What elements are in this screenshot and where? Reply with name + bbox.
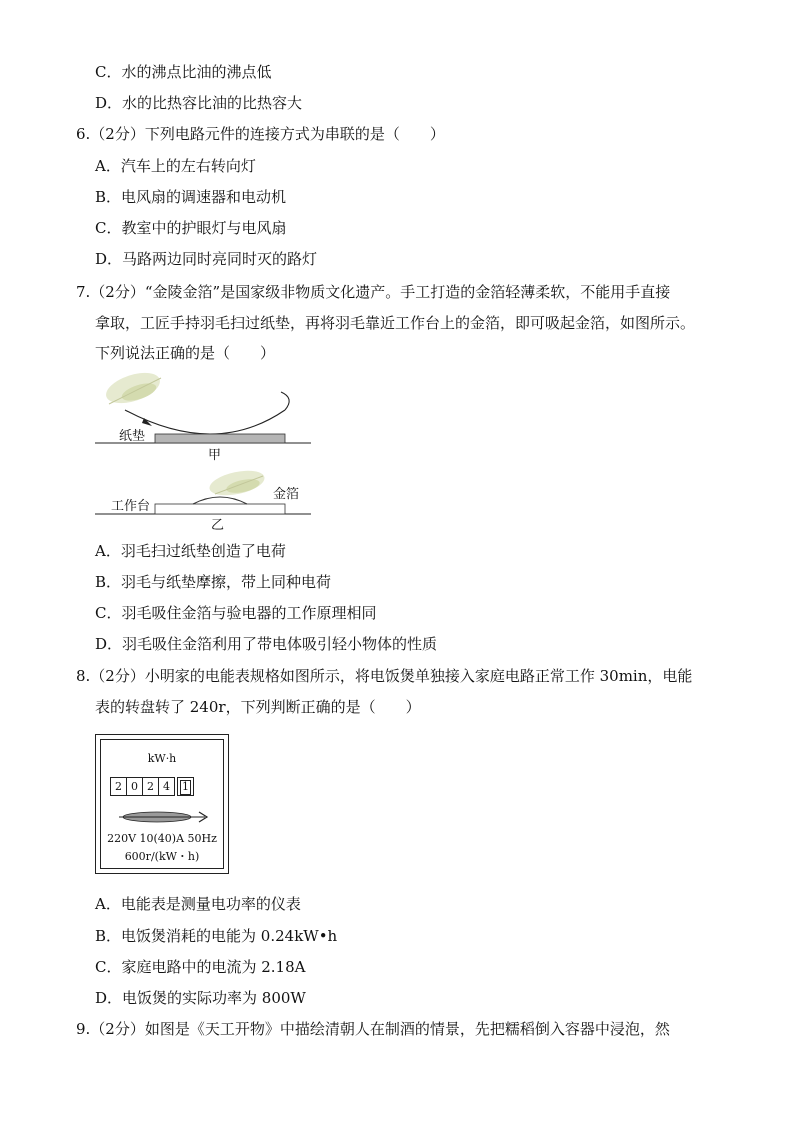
q7-figure — [95, 366, 315, 532]
electricity-meter-figure — [95, 734, 229, 874]
q9-stem-line1: 9.（2分）如图是《天工开物》中描绘清朝人在制酒的情景，先把糯稻倒入容器中浸泡，然 — [76, 1020, 670, 1038]
q5-option-c: C．水的沸点比油的沸点低 — [95, 63, 272, 81]
label-gold-foil: 金箔 — [273, 487, 300, 502]
feather-image-bottom — [207, 466, 266, 499]
q7-option-c: C．羽毛吸住金箔与验电器的工作原理相同 — [95, 604, 377, 622]
q7-stem-line2: 拿取，工匠手持羽毛扫过纸垫，再将羽毛靠近工作台上的金箔，即可吸起金箔，如图所示。 — [95, 314, 696, 332]
q8-stem-line2: 表的转盘转了 240r，下列判断正确的是（ ） — [95, 698, 421, 716]
meter-unit: kW·h — [147, 752, 177, 765]
gold-foil — [193, 497, 247, 504]
q8-option-a: A．电能表是测量电功率的仪表 — [95, 895, 301, 913]
meter-decimal-digit: 1 — [177, 777, 194, 796]
q8-option-b: B．电饭煲消耗的电能为 0.24kW•h — [95, 927, 338, 945]
meter-digit: 0 — [126, 777, 143, 796]
label-jia: 甲 — [208, 448, 222, 463]
meter-counter — [111, 777, 194, 796]
meter-disc-icon — [117, 808, 213, 826]
q7-stem-line1: 7.（2分）“金陵金箔”是国家级非物质文化遗产。手工打造的金箔轻薄柔软，不能用手直接 — [76, 283, 671, 301]
meter-spec-voltage: 220V 10(40)A 50Hz — [107, 832, 217, 845]
q8-option-c: C．家庭电路中的电流为 2.18A — [95, 958, 306, 976]
label-yi: 乙 — [211, 518, 225, 532]
meter-digit: 4 — [158, 777, 175, 796]
label-worktable: 工作台 — [111, 499, 151, 514]
motion-arc — [125, 410, 285, 434]
meter-digit: 2 — [110, 777, 127, 796]
q6-option-b: B．电风扇的调速器和电动机 — [95, 188, 287, 206]
q7-option-b: B．羽毛与纸垫摩擦，带上同种电荷 — [95, 573, 332, 591]
q7-stem-line3: 下列说法正确的是（ ） — [95, 344, 276, 362]
q7-option-d: D．羽毛吸住金箔利用了带电体吸引轻小物体的性质 — [95, 635, 438, 653]
q7-option-a: A．羽毛扫过纸垫创造了电荷 — [95, 542, 286, 560]
feather-image-top — [102, 367, 163, 409]
q8-option-d: D．电饭煲的实际功率为 800W — [95, 989, 306, 1007]
q6-option-d: D．马路两边同时亮同时灭的路灯 — [95, 250, 318, 268]
q6-stem: 6.（2分）下列电路元件的连接方式为串联的是（ ） — [76, 125, 445, 143]
q6-option-a: A．汽车上的左右转向灯 — [95, 157, 256, 175]
worktable — [155, 504, 285, 514]
meter-spec-revolutions: 600r/(kW・h) — [124, 850, 200, 863]
label-paper-pad: 纸垫 — [119, 429, 146, 444]
paper-pad — [155, 434, 285, 443]
q8-stem-line1: 8.（2分）小明家的电能表规格如图所示，将电饭煲单独接入家庭电路正常工作 30min，电能 — [76, 667, 693, 685]
q5-option-d: D．水的比热容比油的比热容大 — [95, 94, 303, 112]
meter-digit: 2 — [142, 777, 159, 796]
q6-option-c: C．教室中的护眼灯与电风扇 — [95, 219, 287, 237]
